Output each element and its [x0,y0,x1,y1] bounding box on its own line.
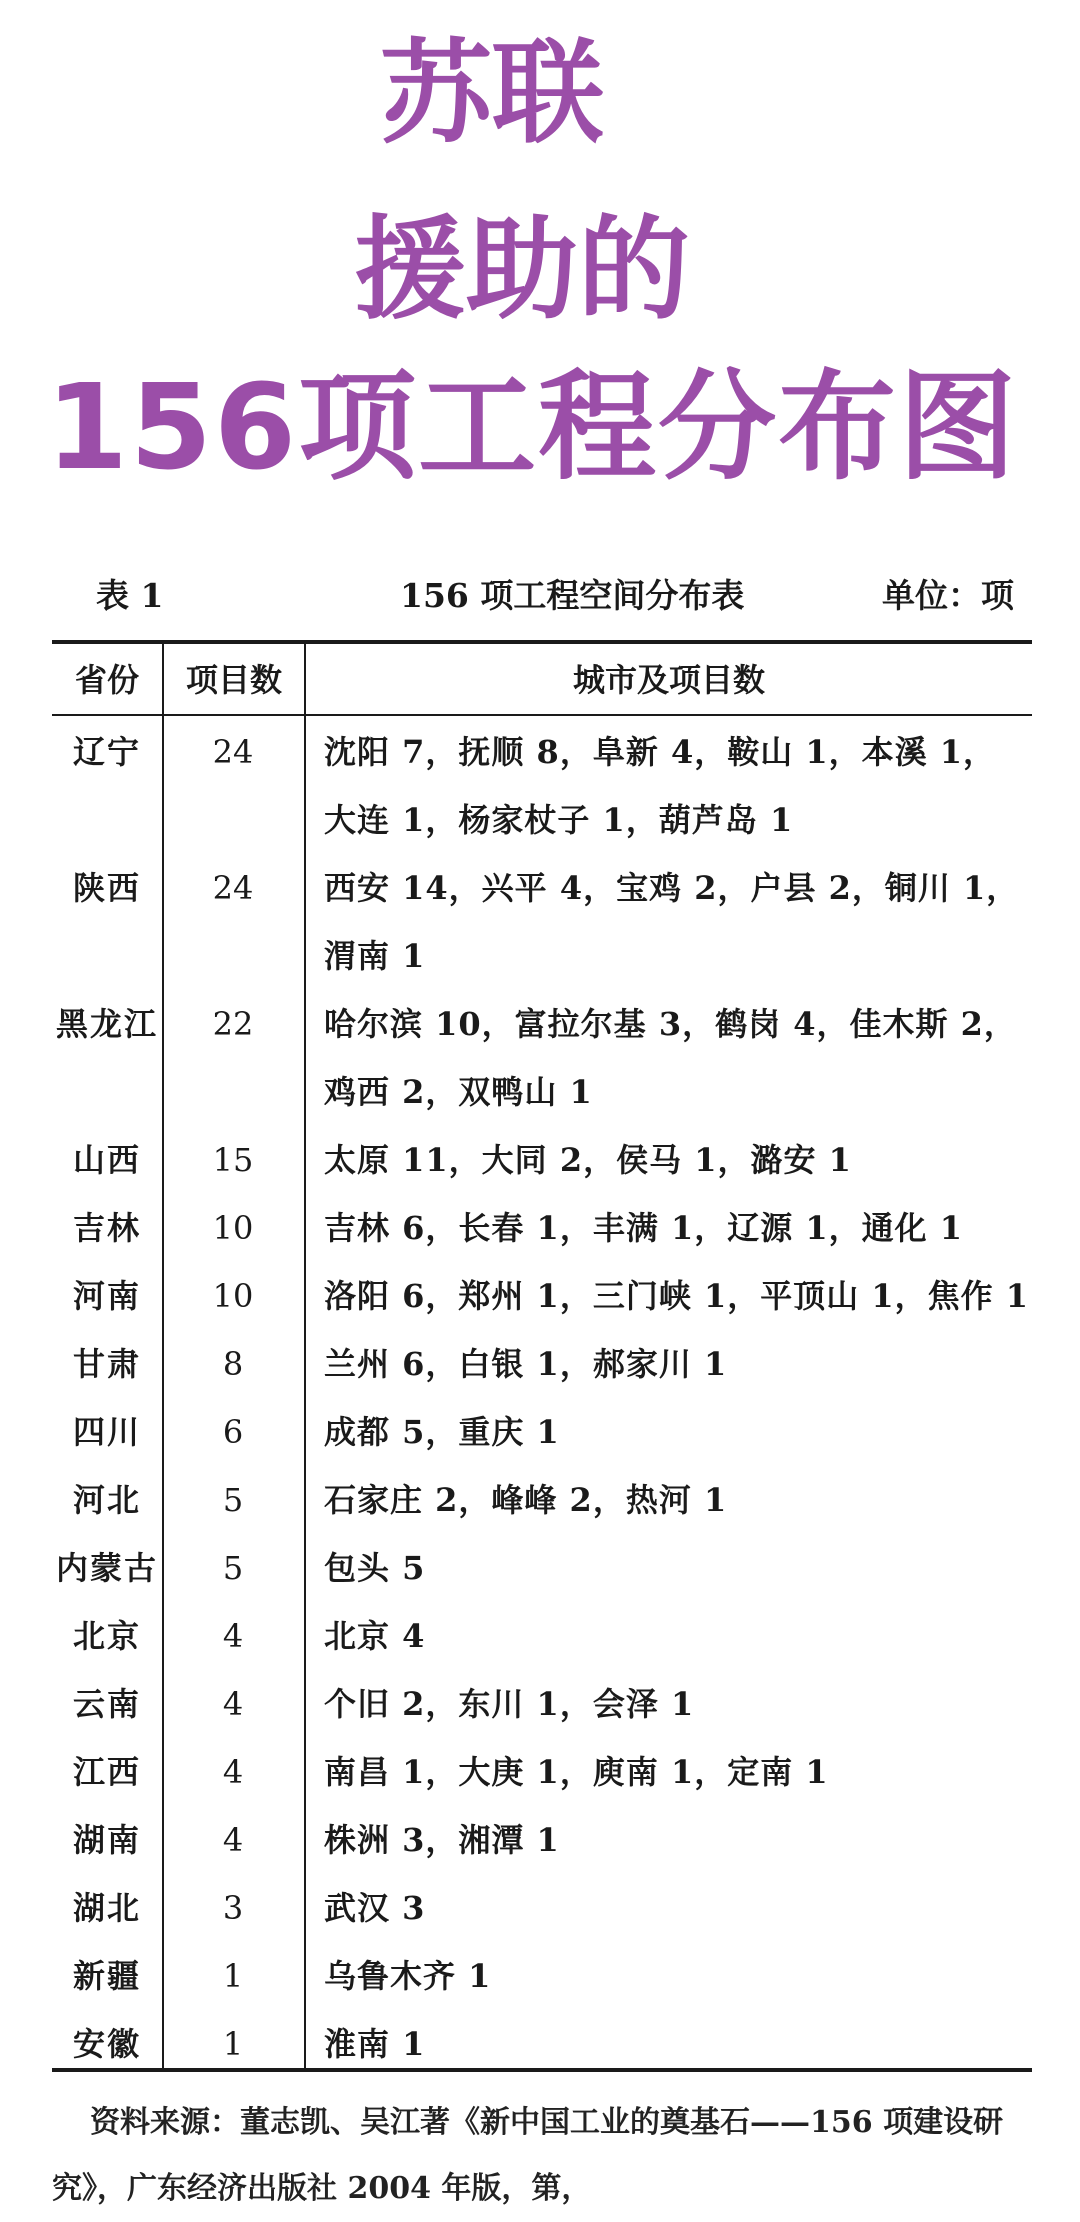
province-cell: 湖南 [72,1821,141,1859]
table-row [52,854,1032,990]
cities-cell [304,1534,1032,1602]
count-cell: 24 [212,733,254,771]
cities-line: 吉林 6，长春 1，丰满 1，辽源 1，通化 1 [324,1209,964,1247]
province-cell: 江西 [72,1753,141,1791]
count-cell: 1 [222,2025,244,2063]
province-cell: 四川 [72,1413,141,1451]
cities-cell [304,1466,1032,1534]
province-cell: 北京 [72,1617,141,1655]
cities-line: 北京 4 [324,1617,426,1655]
count-cell: 5 [222,1481,244,1519]
cities-cell [304,2010,1032,2078]
table-row [52,1874,1032,1942]
table-row [52,1602,1032,1670]
count-cell: 4 [222,1685,244,1723]
table-unit: 单位：项 [882,576,1014,615]
cities-cell [304,1602,1032,1670]
table-row [52,1534,1032,1602]
cities-cell [304,854,1032,990]
province-cell: 陕西 [72,869,141,907]
province-cell: 吉林 [72,1209,141,1247]
count-cell: 22 [212,1005,254,1043]
province-cell: 新疆 [72,1957,141,1995]
count-cell: 15 [212,1141,254,1179]
count-cell: 4 [222,1821,244,1859]
cities-line: 沈阳 7，抚顺 8，阜新 4，鞍山 1，本溪 1， [324,733,997,771]
cities-cell [304,1398,1032,1466]
column-header-province: 省份 [74,661,139,699]
cities-line: 武汉 3 [324,1889,426,1927]
province-cell: 河北 [72,1481,141,1519]
table-row [52,1466,1032,1534]
count-cell: 8 [222,1345,244,1383]
cities-cell [304,1874,1032,1942]
table-label: 表 1 [96,576,164,615]
province-cell: 云南 [72,1685,141,1723]
cities-cell [304,1738,1032,1806]
cities-line: 兰州 6，白银 1，郝家川 1 [324,1345,728,1383]
cities-line: 株洲 3，湘潭 1 [324,1821,560,1859]
province-cell: 甘肃 [72,1345,141,1383]
count-cell: 10 [212,1209,254,1247]
cities-line: 大连 1，杨家杖子 1，葫芦岛 1 [324,801,794,839]
cities-cell [304,1942,1032,2010]
cities-line: 包头 5 [324,1549,426,1587]
column-header-count: 项目数 [185,661,282,699]
table-row [52,716,1032,854]
count-cell: 4 [222,1753,244,1791]
cities-cell [304,1806,1032,1874]
headline-line-2: 援助的 [354,205,690,335]
table-row [52,1738,1032,1806]
cities-line: 渭南 1 [324,937,426,975]
cities-line: 哈尔滨 10，富拉尔基 3，鹤岗 4，佳木斯 2， [324,1005,1017,1043]
headline-line-1: 苏联 [380,29,604,159]
cities-line: 成都 5，重庆 1 [324,1413,560,1451]
cities-cell [304,990,1032,1126]
table-row [52,990,1032,1126]
count-cell: 6 [222,1413,244,1451]
province-cell: 河南 [72,1277,141,1315]
province-cell: 安徽 [72,2025,141,2063]
column-header-cities: 城市及项目数 [572,661,765,699]
cities-line: 西安 14，兴平 4，宝鸡 2，户县 2，铜川 1， [324,869,1020,907]
count-cell: 24 [212,869,254,907]
cities-line: 石家庄 2，峰峰 2，热河 1 [324,1481,728,1519]
cities-line: 太原 11，大同 2，侯马 1，潞安 1 [324,1141,852,1179]
table-row [52,1670,1032,1738]
table-row [52,1398,1032,1466]
cities-line: 鸡西 2，双鸭山 1 [324,1073,593,1111]
count-cell: 10 [212,1277,254,1315]
cities-line: 洛阳 6，郑州 1，三门峡 1，平顶山 1，焦作 1 [324,1277,1030,1315]
table-row [52,1194,1032,1262]
province-cell: 黑龙江 [55,1005,158,1043]
cities-cell [304,1330,1032,1398]
count-cell: 3 [222,1889,244,1927]
cities-line: 淮南 1 [324,2025,426,2063]
count-cell: 4 [222,1617,244,1655]
table-row [52,1262,1032,1330]
headline-line-3: 156项工程分布图 [45,358,1019,496]
province-cell: 湖北 [72,1889,141,1927]
source-note: 资料来源：董志凯、吴江著《新中国工业的奠基石——156 项建设研究》，广东经济出版社 2004 年版，第， [52,2105,1004,2206]
cities-line: 乌鲁木齐 1 [324,1957,492,1995]
table-caption [0,570,1080,620]
table-row [52,1126,1032,1194]
table-row [52,1942,1032,2010]
cities-line: 个旧 2，东川 1，会泽 1 [324,1685,695,1723]
cities-cell [304,1262,1032,1330]
cities-cell [304,1126,1032,1194]
table-body [52,716,1032,2078]
table-row [52,1330,1032,1398]
table-row [52,1806,1032,1874]
table-top-rule [52,640,1032,644]
table-row [52,2010,1032,2078]
cities-cell [304,1670,1032,1738]
province-cell: 山西 [72,1141,141,1179]
count-cell: 1 [222,1957,244,1995]
table-title: 156 项工程空间分布表 [400,576,745,615]
cities-cell [304,718,1032,854]
count-cell: 5 [222,1549,244,1587]
province-cell: 辽宁 [72,733,141,771]
province-cell: 内蒙古 [55,1549,158,1587]
cities-cell [304,1194,1032,1262]
cities-line: 南昌 1，大庚 1，庾南 1，定南 1 [324,1753,829,1791]
